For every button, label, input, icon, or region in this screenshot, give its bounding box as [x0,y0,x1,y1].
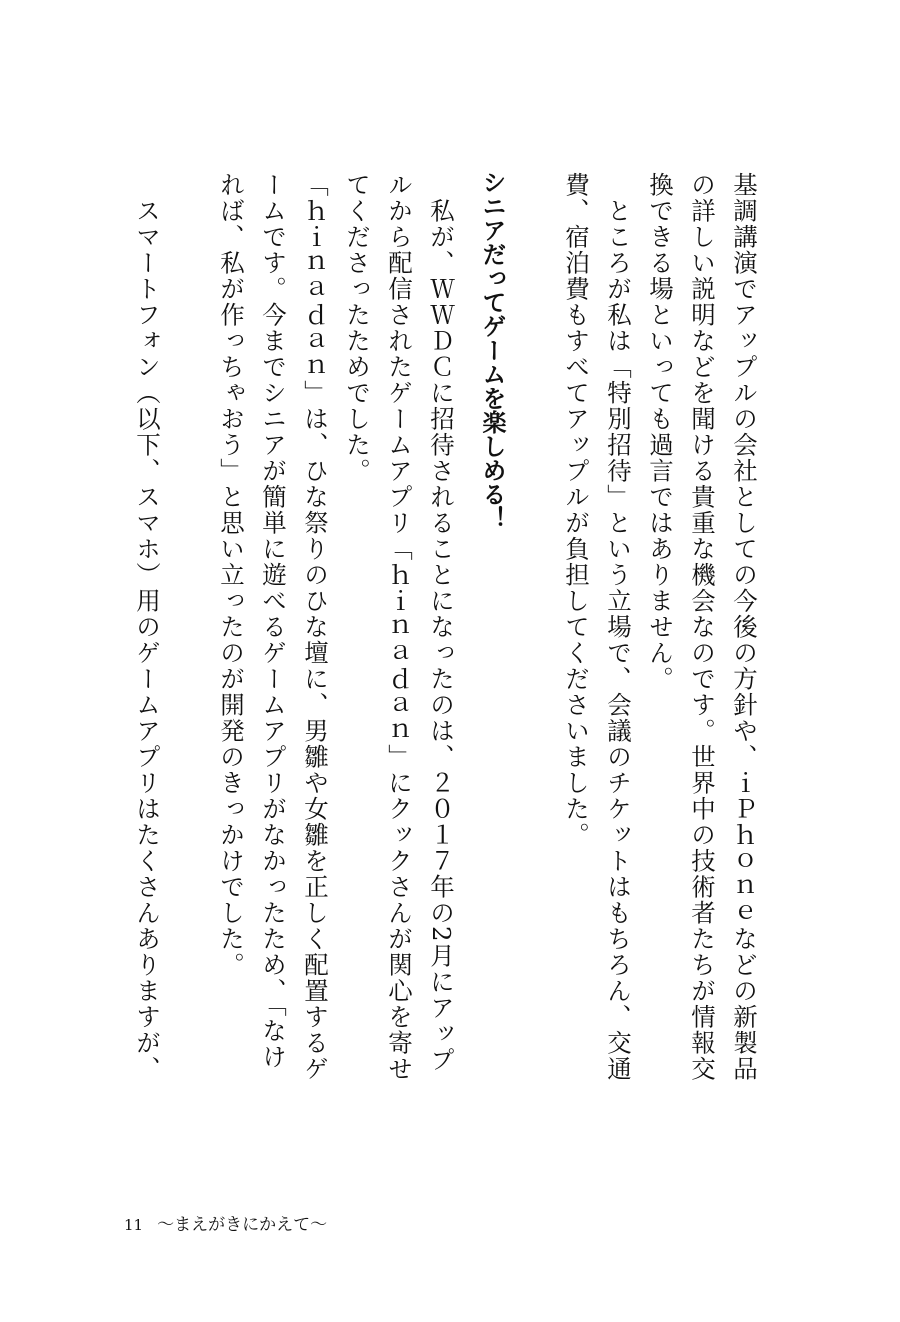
section-heading: シニアだってゲームを楽しめる！ [478,170,506,530]
page-footer [124,1210,327,1235]
body-line-6: 私が、ＷＷＤＣに招待されることになったのは、２０１７年の2月にアップ [427,172,456,1074]
running-title: 〜まえがきにかえて〜 [157,1215,328,1235]
body-line-7: ルから配信されたゲームアプリ「ｈｉｎａｄａｎ」にクックさんが関心を寄せ [385,172,414,1082]
body-line-1: 基調講演でアップルの会社としての今後の方針や、ｉＰｈｏｎｅなどの新製品 [730,172,759,1082]
body-line-8: てくださったためでした。 [343,172,372,484]
body-line-2: の詳しい説明などを聞ける貴重な機会なのです。世界中の技術者たちが情報交 [688,172,717,1082]
body-line-12: スマートフォン（以下、スマホ）用のゲームアプリはたくさんありますが、 [133,172,162,1082]
body-line-10: ームです。今までシニアが簡単に遊べるゲームアプリがなかったため、「なけ [259,172,288,1070]
body-line-9: 「ｈｉｎａｄａｎ」は、ひな祭りのひな壇に、男雛や女雛を正しく配置するゲ [301,172,330,1082]
body-line-11: れば、私が作っちゃおう」と思い立ったのが開発のきっかけでした。 [217,172,246,978]
body-line-3: 換できる場といっても過言ではありません。 [646,172,675,692]
page-number: 11 [124,1216,144,1234]
body-line-5: 費、宿泊費もすべてアップルが負担してくださいました。 [562,172,591,848]
body-line-4: ところが私は「特別招待」という立場で、会議のチケットはもちろん、交通 [604,172,633,1082]
